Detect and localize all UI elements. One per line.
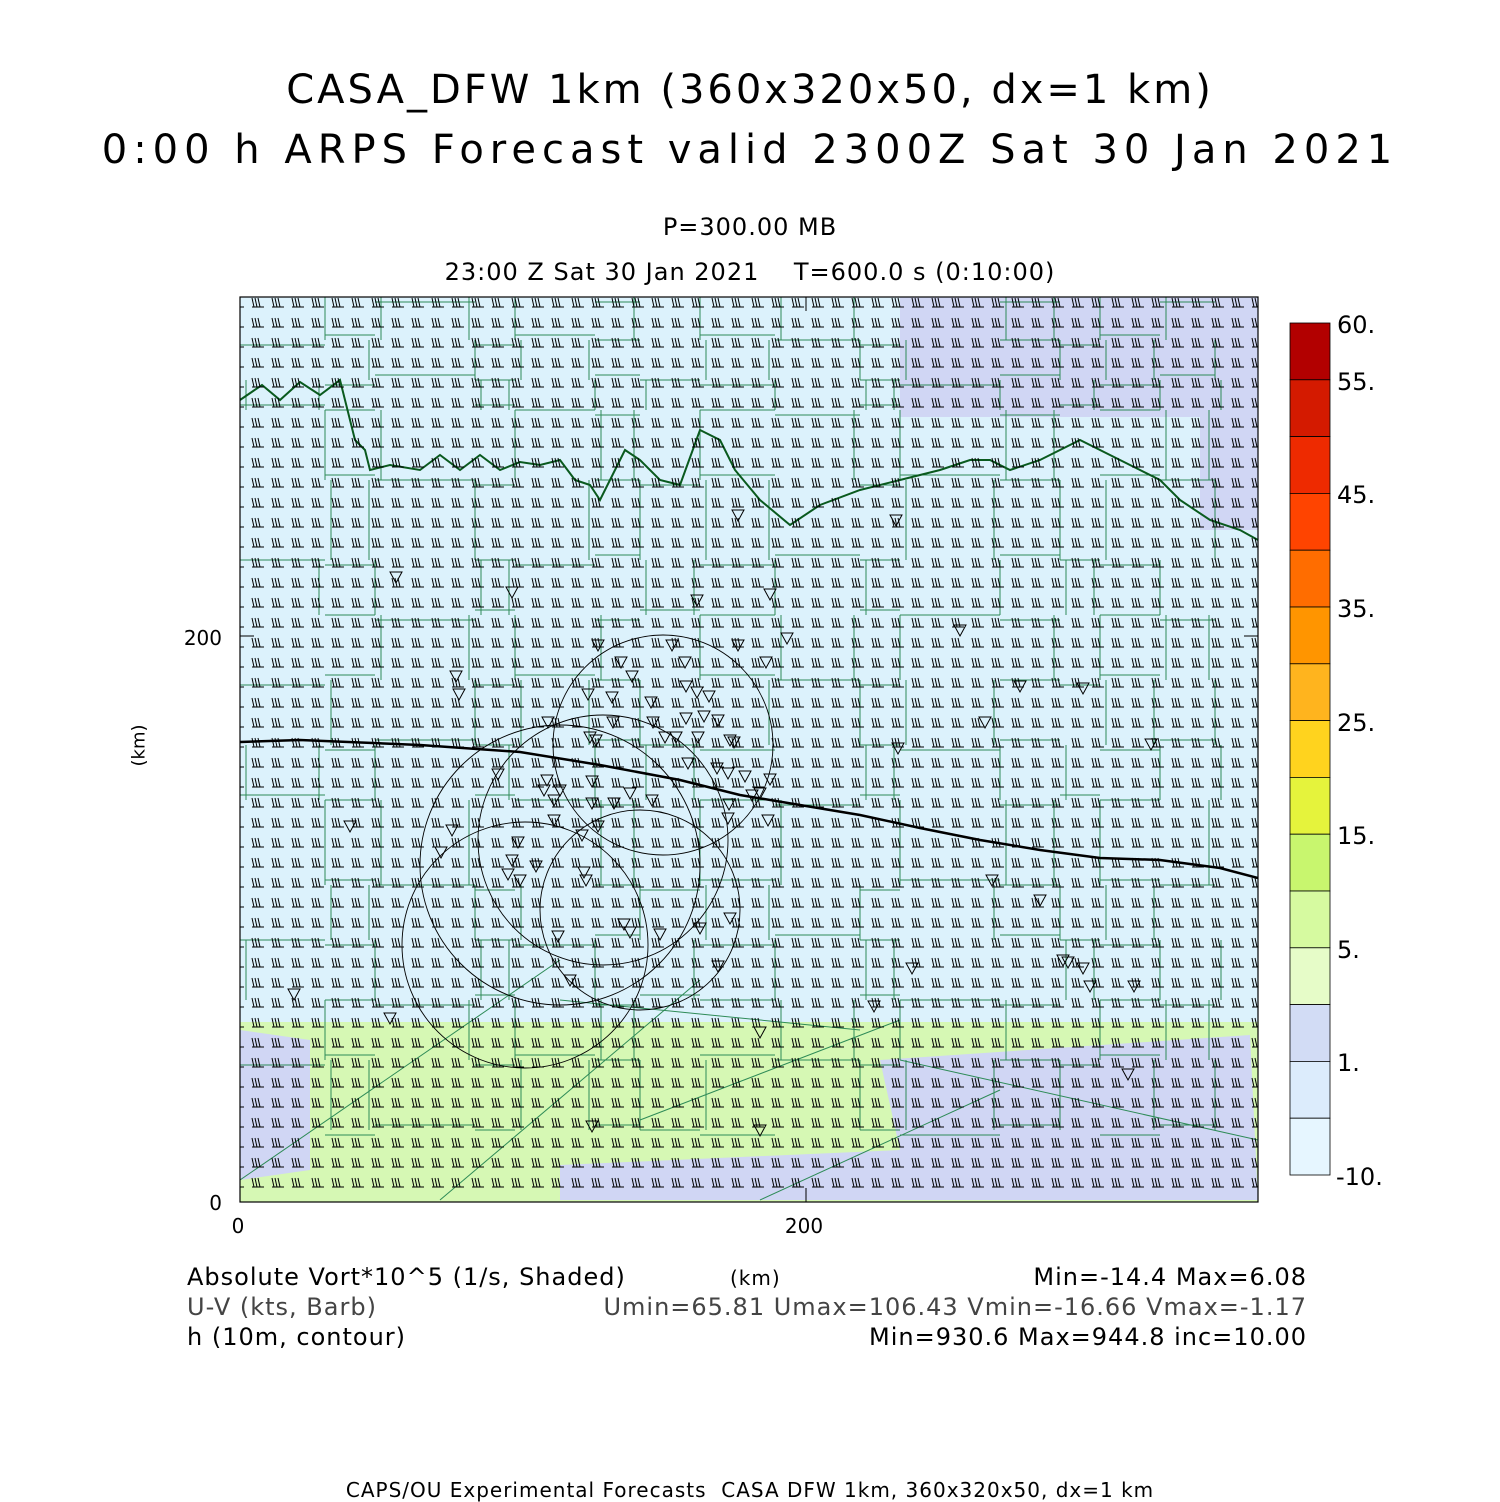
y-tick-label: 0 [209,1191,222,1215]
map-title: CASA_DFW 1km (360x320x50, dx=1 km) [286,67,1214,113]
colorbar-label: 35. [1337,595,1376,623]
colorbar-segment [1290,1118,1330,1175]
y-tick-label: 200 [183,626,222,650]
colorbar-segment [1290,1061,1330,1118]
contour-stats: Min=930.6 Max=944.8 inc=10.00 [869,1323,1307,1351]
colorbar-label: 5. [1337,935,1360,964]
colorbar-segment [1290,493,1330,550]
x-axis-label: (km) [730,1266,781,1290]
colorbar-segment [1290,1005,1330,1062]
shaded-field-stats: Min=-14.4 Max=6.08 [1033,1263,1307,1291]
colorbar-label: -10. [1336,1163,1383,1191]
valid-time-label: 23:00 Z Sat 30 Jan 2021 T=600.0 s (0:10:00) [444,258,1056,286]
y-axis-label: (km) [128,724,150,767]
x-tick-label: 0 [231,1214,245,1238]
colorbar-segment [1290,891,1330,948]
colorbar-label: 1. [1337,1049,1360,1078]
colorbar [1290,323,1330,1175]
footer-credit: CAPS/OU Experimental Forecasts CASA DFW 1km, 360x320x50, dx=1 km [345,1478,1155,1502]
legend-shaded-field: Absolute Vort*10^5 (1/s, Shaded) [187,1263,626,1291]
colorbar-segment [1290,380,1330,437]
colorbar-segment [1290,323,1330,380]
colorbar-label: 45. [1337,481,1376,510]
colorbar-label: 55. [1337,367,1376,396]
colorbar-label: 60. [1337,311,1376,339]
colorbar-segment [1290,721,1330,778]
forecast-valid-title: 0:00 h ARPS Forecast valid 2300Z Sat 30 Jan 2021 [101,127,1399,173]
colorbar-segment [1290,607,1330,664]
colorbar-segment [1290,834,1330,891]
colorbar-segment [1290,948,1330,1005]
colorbar-segment [1290,664,1330,721]
colorbar-segment [1290,437,1330,494]
legend-contour-field: h (10m, contour) [187,1323,407,1351]
pressure-level-label: P=300.00 MB [662,213,838,241]
colorbar-segment [1290,777,1330,834]
legend-barb-field: U-V (kts, Barb) [187,1293,377,1321]
colorbar-label: 25. [1337,708,1376,737]
colorbar-segment [1290,550,1330,607]
x-tick-label: 200 [784,1214,824,1238]
colorbar-label: 15. [1337,822,1376,851]
wind-stats: Umin=65.81 Umax=106.43 Vmin=-16.66 Vmax=-1.17 [603,1293,1307,1321]
vorticity-field [232,292,1264,1202]
